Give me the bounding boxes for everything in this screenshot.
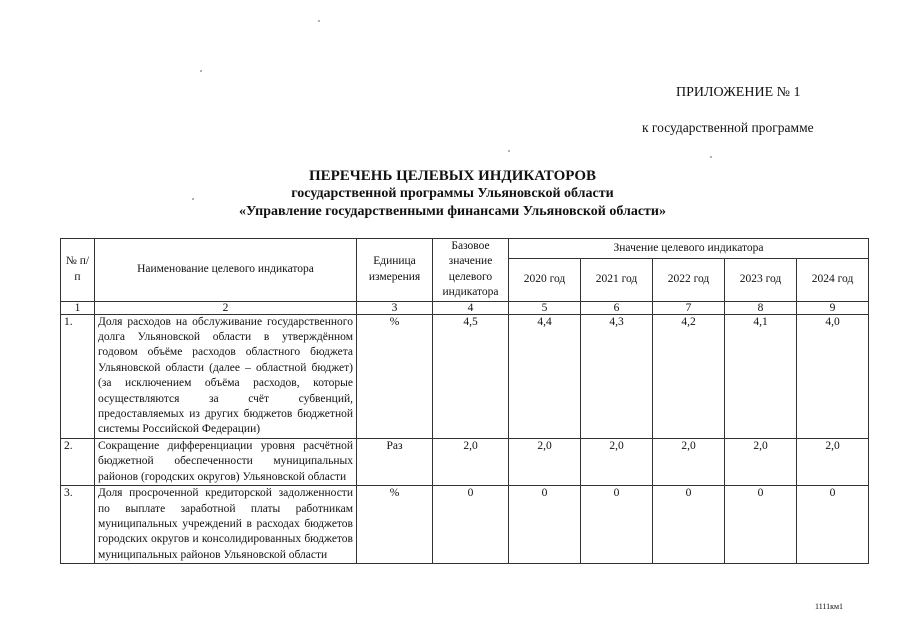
indicators-table: [60, 238, 869, 564]
table-row: [61, 438, 869, 485]
header-base: Базовое значение целевого индикатора: [433, 239, 509, 302]
row-value-2020: 2,0: [509, 438, 581, 485]
column-numbers-row: [61, 301, 869, 314]
table-row: [61, 314, 869, 438]
header-year-2022: 2022 год: [653, 258, 725, 301]
row-base-value: 0: [433, 486, 509, 564]
row-indicator-name: Сокращение дифференциации уровня расчётной бюджетной обеспеченности муниципальных районов (городских округов) Ульяновской области: [95, 438, 357, 485]
row-unit: %: [357, 486, 433, 564]
column-number: 1: [61, 301, 95, 314]
column-number: 6: [581, 301, 653, 314]
row-value-2020: 0: [509, 486, 581, 564]
row-num: 1.: [61, 314, 95, 438]
scan-speck: [200, 70, 202, 72]
row-value-2020: 4,4: [509, 314, 581, 438]
row-value-2023: 2,0: [725, 438, 797, 485]
row-num: 3.: [61, 486, 95, 564]
row-unit: %: [357, 314, 433, 438]
row-value-2022: 0: [653, 486, 725, 564]
row-value-2021: 0: [581, 486, 653, 564]
header-name: Наименование целевого индикатора: [95, 239, 357, 302]
row-unit: Раз: [357, 438, 433, 485]
row-value-2023: 4,1: [725, 314, 797, 438]
row-value-2022: 2,0: [653, 438, 725, 485]
title-line-3: «Управление государственными финансами Ульяновской области»: [239, 204, 666, 219]
header-num: № п/п: [61, 239, 95, 302]
header-year-2020: 2020 год: [509, 258, 581, 301]
appendix-label: ПРИЛОЖЕНИЕ № 1: [676, 85, 801, 100]
program-subtitle: к государственной программе: [642, 120, 814, 135]
row-base-value: 4,5: [433, 314, 509, 438]
row-value-2021: 4,3: [581, 314, 653, 438]
column-number: 5: [509, 301, 581, 314]
row-value-2023: 0: [725, 486, 797, 564]
column-number: 2: [95, 301, 357, 314]
header-unit: Единица измерения: [357, 239, 433, 302]
scan-speck: [508, 150, 510, 152]
row-value-2024: 0: [797, 486, 869, 564]
title-line-2: государственной программы Ульяновской области: [291, 186, 614, 201]
row-value-2024: 2,0: [797, 438, 869, 485]
scan-speck: [192, 198, 194, 200]
document-title: [0, 167, 905, 221]
column-number: 8: [725, 301, 797, 314]
scan-speck: [318, 20, 320, 22]
row-indicator-name: Доля просроченной кредиторской задолженности по выплате заработной платы работникам муниципальных учреждений в расходах бюджетов городских округов и консолидированных бюджетов муниципальных районов Ульяновской области: [95, 486, 357, 564]
column-number: 4: [433, 301, 509, 314]
row-num: 2.: [61, 438, 95, 485]
row-value-2022: 4,2: [653, 314, 725, 438]
header-group: Значение целевого индикатора: [509, 239, 869, 259]
header-year-2024: 2024 год: [797, 258, 869, 301]
column-number: 9: [797, 301, 869, 314]
header-row-1: [61, 239, 869, 259]
column-number: 7: [653, 301, 725, 314]
header-year-2023: 2023 год: [725, 258, 797, 301]
title-line-1: ПЕРЕЧЕНЬ ЦЕЛЕВЫХ ИНДИКАТОРОВ: [308, 168, 597, 184]
document-code: 1111км1: [815, 602, 844, 611]
row-indicator-name: Доля расходов на обслуживание государственного долга Ульяновской области в утверждённом годовом объёме расходов областного бюджета Ульяновской области (далее – областной бюджет) (за исключением объёма расходов, которые осуществляются за счёт субвенций, предоставляемых из других бюджетов бюджетной системы Российской Федерации): [95, 314, 357, 438]
scan-speck: [710, 156, 712, 158]
header-year-2021: 2021 год: [581, 258, 653, 301]
column-number: 3: [357, 301, 433, 314]
row-value-2024: 4,0: [797, 314, 869, 438]
table-row: [61, 486, 869, 564]
row-base-value: 2,0: [433, 438, 509, 485]
row-value-2021: 2,0: [581, 438, 653, 485]
